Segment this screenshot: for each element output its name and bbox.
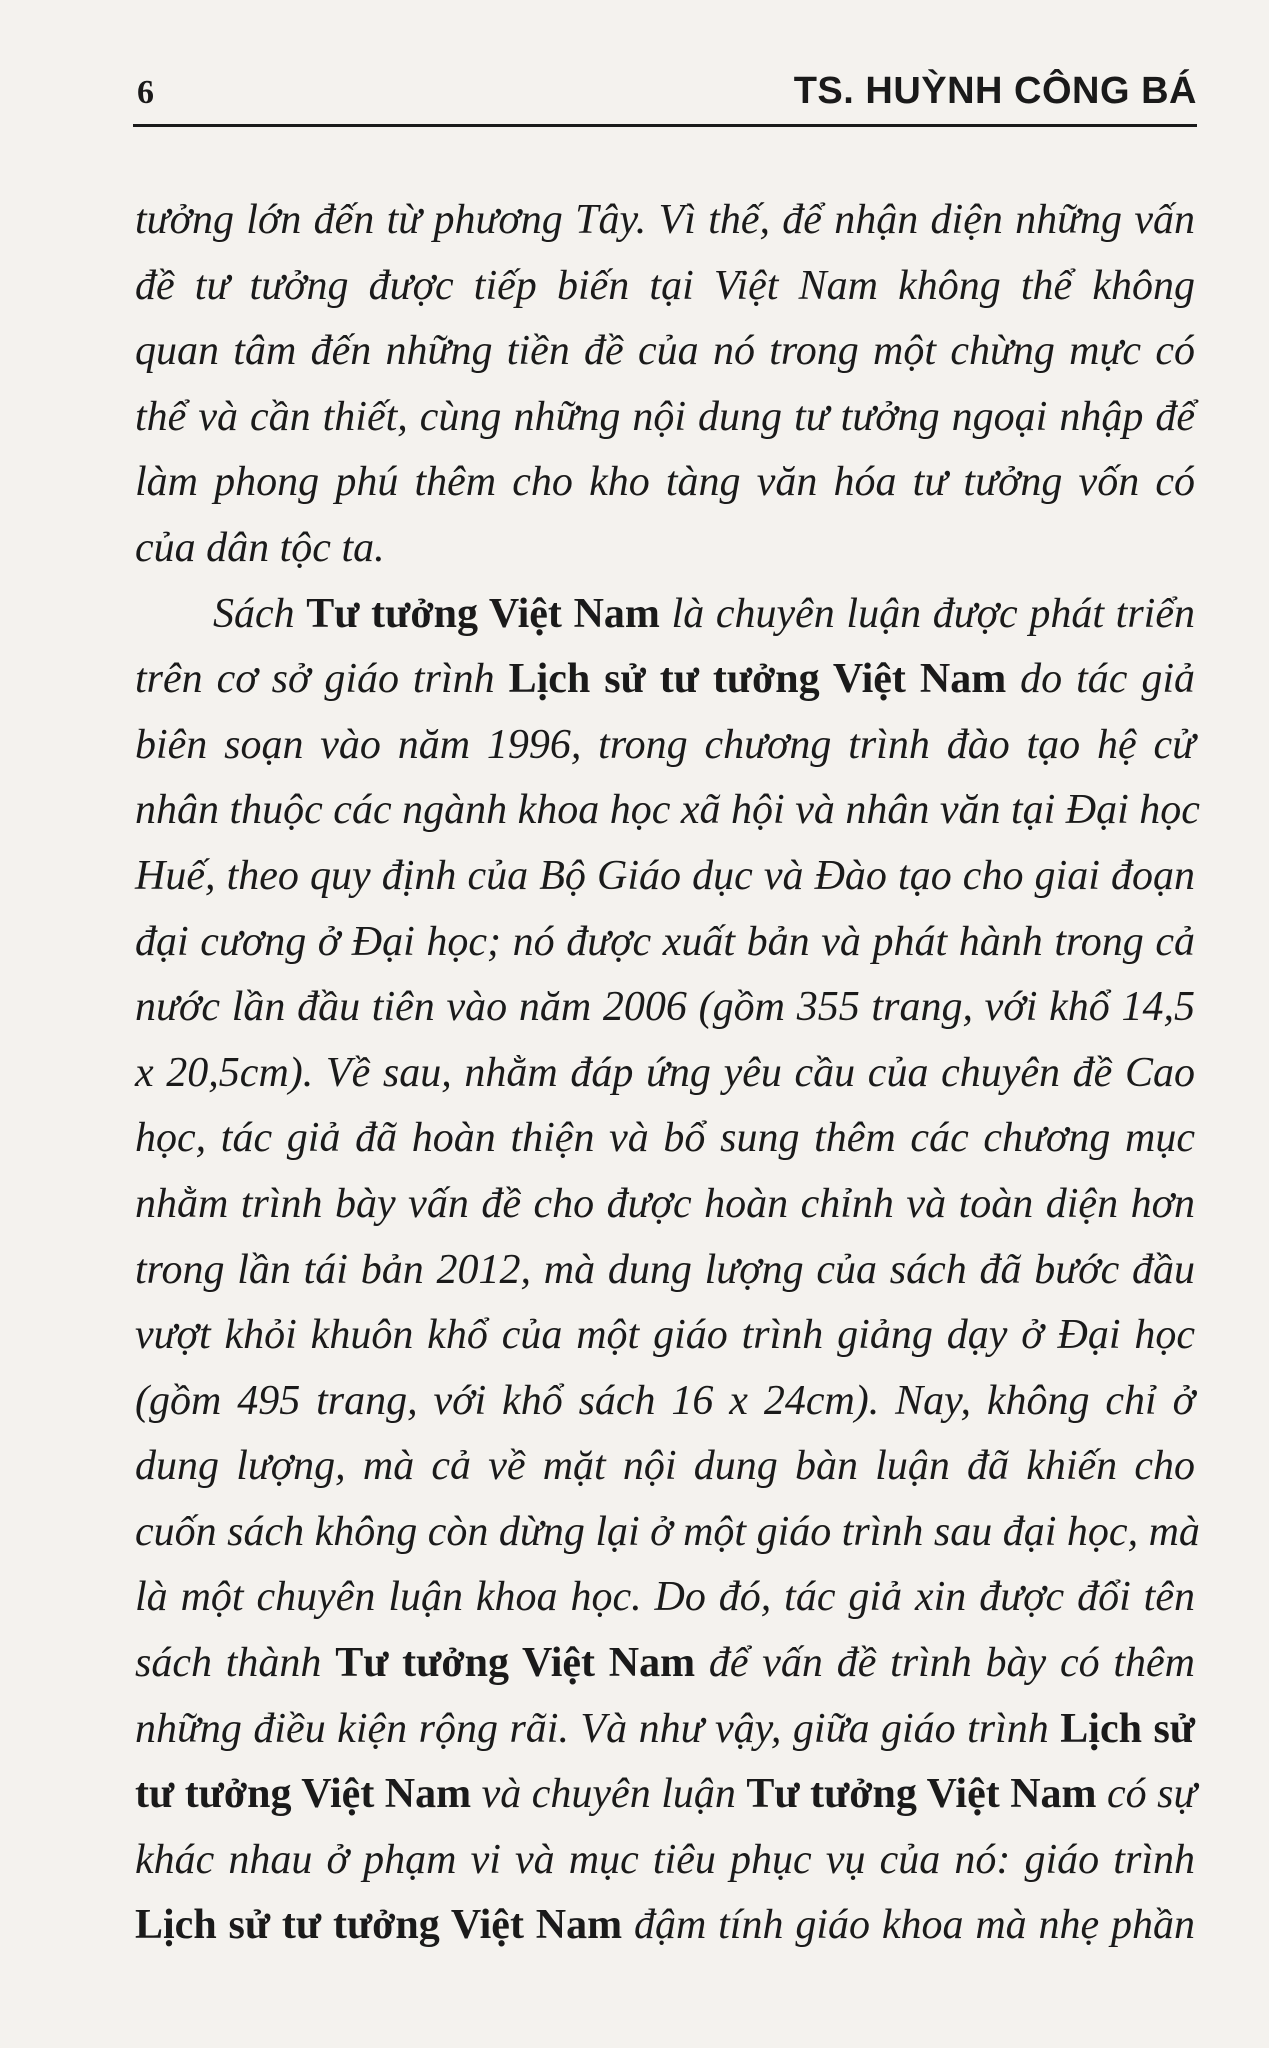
text-run: là chuyên luận được phát triển: [659, 590, 1195, 637]
text-line: [135, 1238, 1195, 1304]
text-run: đậm tính giáo khoa mà nhẹ phần: [622, 1902, 1196, 1949]
text-line: [135, 713, 1195, 779]
text-run: cuốn sách không còn dừng lại ở một giáo trình sau đại học, mà: [135, 1508, 1200, 1555]
text-line: [135, 1172, 1195, 1238]
text-run: biên soạn vào năm 1996, trong chương trình đào tạo hệ cử: [135, 721, 1195, 768]
bold-title: tư tưởng Việt Nam: [135, 1771, 472, 1818]
text-run: là một chuyên luận khoa học. Do đó, tác giả xin được đổi tên: [135, 1574, 1195, 1621]
text-line: [135, 778, 1200, 844]
text-line: [135, 385, 1195, 451]
text-run: tưởng lớn đến từ phương Tây. Vì thế, để nhận diện những vấn: [135, 197, 1195, 243]
text-line: [135, 450, 1195, 516]
text-line: [135, 647, 1195, 713]
text-run: dung lượng, mà cả về mặt nội dung bàn luận đã khiến cho: [135, 1443, 1195, 1490]
text-run: có sự: [1096, 1771, 1197, 1818]
text-run: Sách: [213, 590, 307, 637]
text-run: những điều kiện rộng rãi. Và như vậy, giữa giáo trình: [135, 1705, 1061, 1752]
text-line: [135, 1369, 1195, 1435]
text-run: đại cương ở Đại học; nó được xuất bản và phát hành trong cả: [135, 918, 1195, 965]
text-run: của dân tộc ta.: [135, 524, 385, 571]
text-line: [135, 1500, 1200, 1566]
text-line: [135, 1762, 1195, 1828]
bold-title: Tư tưởng Việt Nam: [335, 1640, 696, 1687]
text-run: học, tác giả đã hoàn thiện và bổ sung thêm các chương mục: [135, 1115, 1195, 1162]
bold-title: Tư tưởng Việt Nam: [306, 590, 660, 637]
paragraph: [135, 582, 1200, 1959]
text-run: do tác giả: [1006, 656, 1196, 703]
running-head: TS. HUỲNH CÔNG BÁ: [793, 70, 1197, 112]
text-run: và chuyên luận: [471, 1771, 747, 1818]
text-run: nước lần đầu tiên vào năm 2006 (gồm 355 trang, với khổ 14,5: [135, 984, 1195, 1031]
text-run: nhằm trình bày vấn đề cho được hoàn chỉnh và toàn diện hơn: [135, 1180, 1195, 1227]
text-line: [135, 582, 1195, 648]
page-number: 6: [137, 74, 154, 111]
text-line: [135, 1041, 1195, 1107]
text-line: [135, 1631, 1195, 1697]
text-run: khác nhau ở phạm vi và mục tiêu phục vụ của nó: giáo trình: [135, 1836, 1195, 1883]
text-run: thể và cần thiết, cùng những nội dung tư tưởng ngoại nhập để: [135, 393, 1195, 440]
bold-title: Lịch sử: [1060, 1705, 1196, 1752]
text-run: Huế, theo quy định của Bộ Giáo dục và Đào tạo cho giai đoạn: [135, 852, 1195, 899]
text-line: [135, 844, 1195, 910]
text-line: [135, 975, 1195, 1041]
text-line: [135, 319, 1195, 385]
text-line: [135, 1828, 1195, 1894]
text-line: [135, 188, 1195, 254]
text-run: vượt khỏi khuôn khổ của một giáo trình giảng dạy ở Đại học: [135, 1312, 1195, 1359]
text-line: [135, 1106, 1195, 1172]
text-run: trên cơ sở giáo trình: [135, 656, 509, 703]
body-text: [135, 188, 1200, 1959]
paragraph: [135, 188, 1195, 582]
bold-title: Tư tưởng Việt Nam: [746, 1771, 1097, 1818]
text-run: nhân thuộc các ngành khoa học xã hội và nhân văn tại Đại học: [135, 787, 1200, 834]
text-run: để vấn đề trình bày có thêm: [695, 1640, 1195, 1687]
text-run: đề tư tưởng được tiếp biến tại Việt Nam không thể không: [135, 262, 1195, 309]
text-line: [135, 516, 1195, 582]
text-line: [135, 910, 1195, 976]
page-header: [133, 62, 1197, 127]
text-line: [135, 1565, 1195, 1631]
bold-title: Lịch sử tư tưởng Việt Nam: [135, 1902, 623, 1949]
bold-title: Lịch sử tư tưởng Việt Nam: [508, 656, 1007, 703]
text-line: [135, 1697, 1195, 1763]
text-line: [135, 1893, 1195, 1959]
text-run: (gồm 495 trang, với khổ sách 16 x 24cm). Nay, không chỉ ở: [135, 1377, 1195, 1424]
text-line: [135, 1434, 1195, 1500]
text-run: làm phong phú thêm cho kho tàng văn hóa tư tưởng vốn có: [135, 459, 1195, 506]
text-run: sách thành: [135, 1640, 336, 1687]
text-run: quan tâm đến những tiền đề của nó trong một chừng mực có: [135, 328, 1195, 375]
text-run: x 20,5cm). Về sau, nhằm đáp ứng yêu cầu của chuyên đề Cao: [135, 1049, 1195, 1096]
text-run: trong lần tái bản 2012, mà dung lượng của sách đã bước đầu: [135, 1246, 1195, 1293]
text-line: [135, 254, 1195, 320]
text-line: [135, 1303, 1195, 1369]
